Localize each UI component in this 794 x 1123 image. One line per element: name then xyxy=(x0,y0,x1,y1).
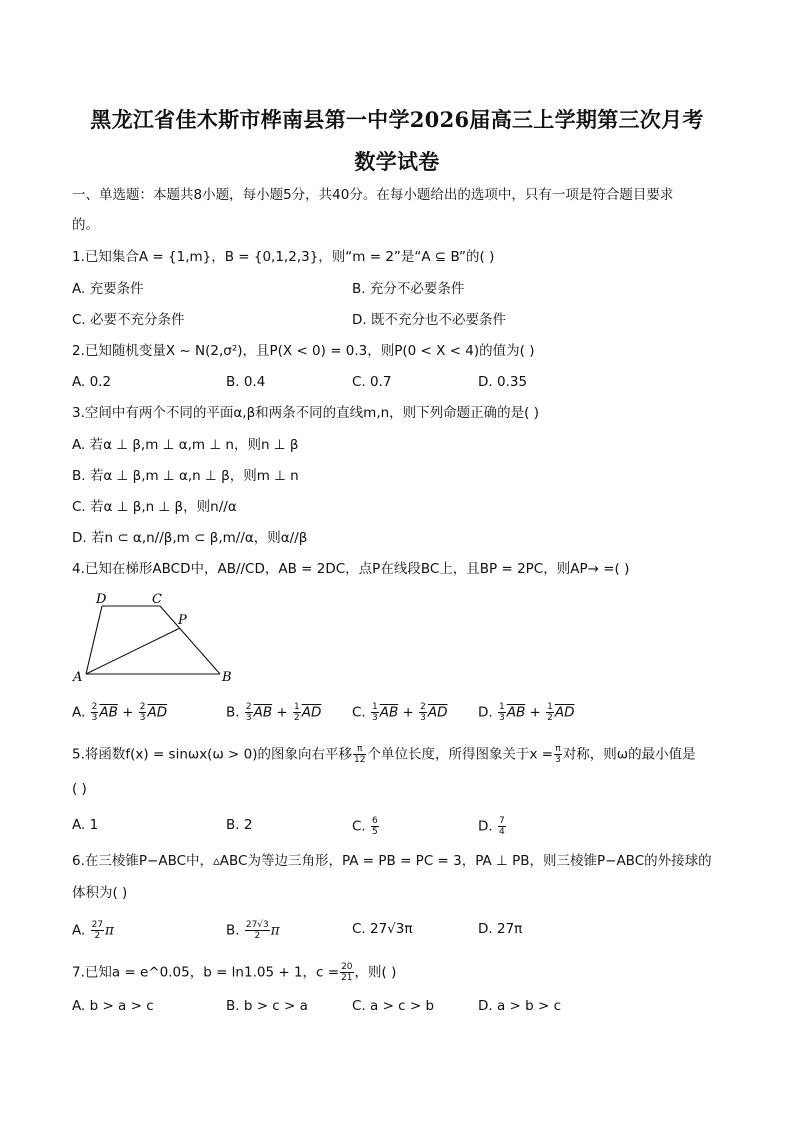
answer-fraction: $\frac{27}{2}$ xyxy=(91,920,104,941)
question-7-option-d: D. a > b > c xyxy=(478,998,562,1014)
coefficient-fraction: $\frac{1}{3}$ xyxy=(372,702,378,723)
question-6-stem-line2: 体积为( ) xyxy=(72,885,128,901)
question-2-option-a: A. 0.2 xyxy=(72,374,112,390)
shift-fraction: $\frac{\pi}{12}$ xyxy=(354,744,366,765)
coefficient-fraction: $\frac{2}{3}$ xyxy=(91,702,98,723)
question-4-option-a: A. $\frac{2}{3}$ $\overline{AB}$ + $\frac{2}{3}$ $\overline{AD}$ xyxy=(72,702,168,723)
question-3-option-c: C. 若α ⊥ β,n ⊥ β，则n//α xyxy=(72,499,237,515)
question-3-option-d: D. 若n ⊂ α,n//β,m ⊂ β,m//α，则α//β xyxy=(72,530,308,546)
answer-fraction: $\frac{6}{5}$ xyxy=(372,816,378,837)
label-b: B xyxy=(222,670,232,685)
stem-text: 5.将函数f(x) = sinωx(ω > 0)的图象向右平移 xyxy=(72,746,353,763)
question-2-option-b: B. 0.4 xyxy=(226,374,266,390)
vector-ad: $\overline{AD}$ xyxy=(427,704,448,721)
question-1-option-b: B. 充分不必要条件 xyxy=(352,281,465,297)
exam-title: 黑龙江省佳木斯市桦南县第一中学2026届高三上学期第三次月考 xyxy=(90,107,704,132)
question-2-stem: 2.已知随机变量X ~ N(2,σ²)，且P(X < 0) = 0.3，则P(0 < X < 4)的值为( ) xyxy=(72,343,535,359)
question-1-option-a: A. 充要条件 xyxy=(72,281,144,297)
option-letter: A. xyxy=(72,704,86,721)
question-5-option-a: A. 1 xyxy=(72,817,99,833)
question-6-stem: 6.在三棱锥P−ABC中，▵ABC为等边三角形，PA = PB = PC = 3，PA ⊥ PB，则三棱锥P−ABC的外接球的 xyxy=(72,853,712,869)
option-letter: B. xyxy=(226,922,240,939)
pi-symbol: π xyxy=(270,922,280,939)
question-5-option-d xyxy=(478,816,507,837)
question-7-option-b: B. b > c > a xyxy=(226,998,308,1014)
question-1-stem: 1.已知集合A = {1,m}，B = {0,1,2,3}，则“m = 2”是“A ⊆ B”的( ) xyxy=(72,249,495,265)
option-letter: C. xyxy=(352,704,366,721)
vector-ad: $\overline{AD}$ xyxy=(147,704,168,721)
question-4-option-c: C. $\frac{1}{3}$ $\overline{AB}$ + $\frac{2}{3}$ $\overline{AD}$ xyxy=(352,702,448,723)
label-a: A xyxy=(73,670,83,685)
section-intro-line1: 一、单选题：本题共8小题，每小题5分，共40分。在每小题给出的选项中，只有一项是符合题目要求 xyxy=(72,187,674,203)
stem-text: 个单位长度，所得图象关于x = xyxy=(367,746,554,763)
stem-text: 对称，则ω的最小值是 xyxy=(562,746,696,763)
edge-ad xyxy=(86,606,102,674)
question-3-option-b: B. 若α ⊥ β,m ⊥ α,n ⊥ β，则m ⊥ n xyxy=(72,468,299,484)
question-2-option-c: C. 0.7 xyxy=(352,374,392,390)
question-3-stem: 3.空间中有两个不同的平面α,β和两条不同的直线m,n，则下列命题正确的是( ) xyxy=(72,405,540,421)
question-5-stem xyxy=(72,744,696,765)
vector-ab: $\overline{AB}$ xyxy=(506,704,526,721)
answer-fraction: $\frac{7}{4}$ xyxy=(498,816,505,837)
label-p: P xyxy=(178,613,187,628)
question-1-option-d: D. 既不充分也不必要条件 xyxy=(352,312,506,328)
question-7-option-c: C. a > c > b xyxy=(352,998,435,1014)
question-7-stem xyxy=(72,962,396,983)
c-fraction: $\frac{20}{21}$ xyxy=(341,962,353,983)
question-6-option-d: D. 27π xyxy=(478,921,523,937)
segment-ap xyxy=(86,628,180,674)
question-5-stem-line2: ( ) xyxy=(72,781,87,797)
vector-ad: $\overline{AD}$ xyxy=(301,704,322,721)
exam-subtitle: 数学试卷 xyxy=(354,149,440,174)
question-5-option-c xyxy=(352,816,380,837)
coefficient-fraction: $\frac{2}{3}$ xyxy=(245,702,252,723)
option-letter: A. xyxy=(72,922,86,939)
vector-ab: $\overline{AB}$ xyxy=(379,704,399,721)
coefficient-fraction: $\frac{1}{2}$ xyxy=(294,702,300,723)
stem-text: 7.已知a = e^0.05，b = ln1.05 + 1，c = xyxy=(72,964,340,981)
vector-ab: $\overline{AB}$ xyxy=(99,704,118,721)
question-1-option-c: C. 必要不充分条件 xyxy=(72,312,185,328)
question-6-option-b xyxy=(226,920,280,941)
question-3-option-a: A. 若α ⊥ β,m ⊥ α,m ⊥ n，则n ⊥ β xyxy=(72,437,299,453)
answer-fraction: $\frac{27√3}{2}$ xyxy=(245,920,269,941)
vector-ad: $\overline{AD}$ xyxy=(554,704,575,721)
question-5-option-b: B. 2 xyxy=(226,817,253,833)
question-4-option-d: D. $\frac{1}{3}$ $\overline{AB}$ + $\frac{1}{2}$ $\overline{AD}$ xyxy=(478,702,575,723)
question-6-option-c: C. 27√3π xyxy=(352,921,413,937)
question-4-stem: 4.已知在梯形ABCD中，AB//CD，AB = 2DC，点P在线段BC上，且BP = 2PC，则AP→ =( ) xyxy=(72,561,630,577)
label-c: C xyxy=(152,592,162,607)
axis-fraction: $\frac{\pi}{3}$ xyxy=(555,744,561,765)
question-2-option-d: D. 0.35 xyxy=(478,374,528,390)
vector-ab: $\overline{AB}$ xyxy=(253,704,273,721)
question-7-option-a: A. b > a > c xyxy=(72,998,154,1014)
option-letter: B. xyxy=(226,704,240,721)
label-d: D xyxy=(96,592,107,607)
question-4-option-b: B. $\frac{2}{3}$ $\overline{AB}$ + $\frac{1}{2}$ $\overline{AD}$ xyxy=(226,702,322,723)
coefficient-fraction: $\frac{2}{3}$ xyxy=(139,702,146,723)
question-6-option-a xyxy=(72,920,114,941)
option-letter: D. xyxy=(478,704,493,721)
coefficient-fraction: $\frac{1}{3}$ xyxy=(498,702,505,723)
section-intro-line2: 的。 xyxy=(72,217,99,233)
trapezoid-figure xyxy=(72,588,242,688)
coefficient-fraction: $\frac{2}{3}$ xyxy=(420,702,426,723)
edge-cb xyxy=(160,606,220,674)
option-letter: C. xyxy=(352,818,366,835)
coefficient-fraction: $\frac{1}{2}$ xyxy=(547,702,553,723)
option-letter: D. xyxy=(478,818,493,835)
pi-symbol: π xyxy=(105,922,114,939)
stem-text: ，则( ) xyxy=(354,964,397,981)
